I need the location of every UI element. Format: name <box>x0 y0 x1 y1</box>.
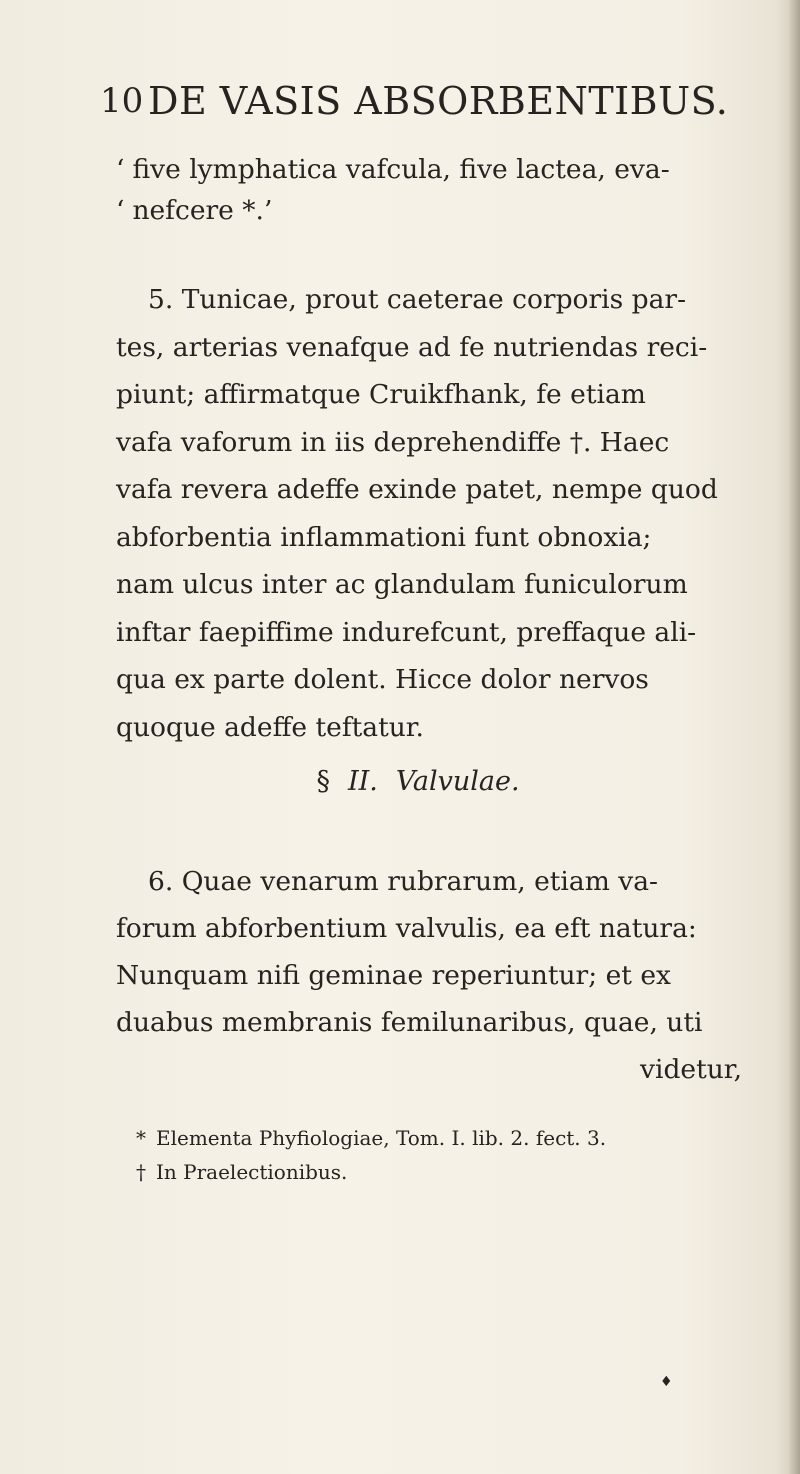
footnote-mark: † <box>136 1160 146 1184</box>
page-header <box>100 76 729 126</box>
text-line <box>116 152 670 188</box>
paragraph-5-line: nam ulcus inter ac glandulam funiculorum <box>116 569 688 600</box>
paragraph-5-line: abforbentia inflammationi funt obnoxia; <box>116 522 652 553</box>
paragraph-5-line: piunt; affirmatque Cruikfhank, fe etiam <box>116 379 646 410</box>
paragraph-5-line: quoque adeffe teftatur. <box>116 712 424 743</box>
paragraph-5-line: vafa vaforum in iis deprehendiffe †. Haec <box>116 427 670 458</box>
paragraph-6-line: forum abforbentium valvulis, ea eft natura: <box>116 913 697 944</box>
paragraph-5-line: vafa revera adeffe exinde patet, nempe quod <box>116 474 718 505</box>
page-number: 10 <box>100 81 144 121</box>
section-number: II. <box>347 766 378 797</box>
page-edge-shadow <box>788 0 800 1474</box>
section-heading <box>0 764 800 800</box>
footnote <box>136 1158 347 1186</box>
footnote-text: In Praelectionibus. <box>156 1160 348 1184</box>
footnote <box>136 1124 606 1152</box>
paragraph-5-line: 5. Tunicae, prout caeterae corporis par- <box>148 284 687 315</box>
quote-mark: ‘ <box>116 154 125 185</box>
paragraph-6-line: 6. Quae venarum rubrarum, etiam va- <box>148 866 658 897</box>
paragraph-5-line: inftar faepiffime indurefcunt, preffaque ali- <box>116 617 697 648</box>
paragraph-5-line: qua ex parte dolent. Hicce dolor nervos <box>116 664 649 695</box>
section-title: Valvulae. <box>395 766 520 797</box>
line-text: nefcere *.’ <box>132 195 273 226</box>
running-head: DE VASIS ABSORBENTIBUS. <box>148 79 729 123</box>
paragraph-6-line: duabus membranis femilunaribus, quae, uti <box>116 1007 703 1038</box>
text-line <box>116 193 272 229</box>
line-text: five lymphatica vafcula, five lactea, eva- <box>132 154 670 185</box>
section-symbol: § <box>316 766 330 797</box>
quote-mark: ‘ <box>116 195 125 226</box>
paragraph-5-line: tes, arterias venafque ad fe nutriendas reci- <box>116 332 708 363</box>
signature-mark: ♦ <box>660 1374 673 1390</box>
catchword: videtur, <box>640 1054 742 1085</box>
footnote-text: Elementa Phyfiologiae, Tom. I. lib. 2. fect. 3. <box>156 1126 607 1150</box>
paragraph-6-line: Nunquam nifi geminae reperiuntur; et ex <box>116 960 671 991</box>
footnote-mark: * <box>136 1126 146 1150</box>
